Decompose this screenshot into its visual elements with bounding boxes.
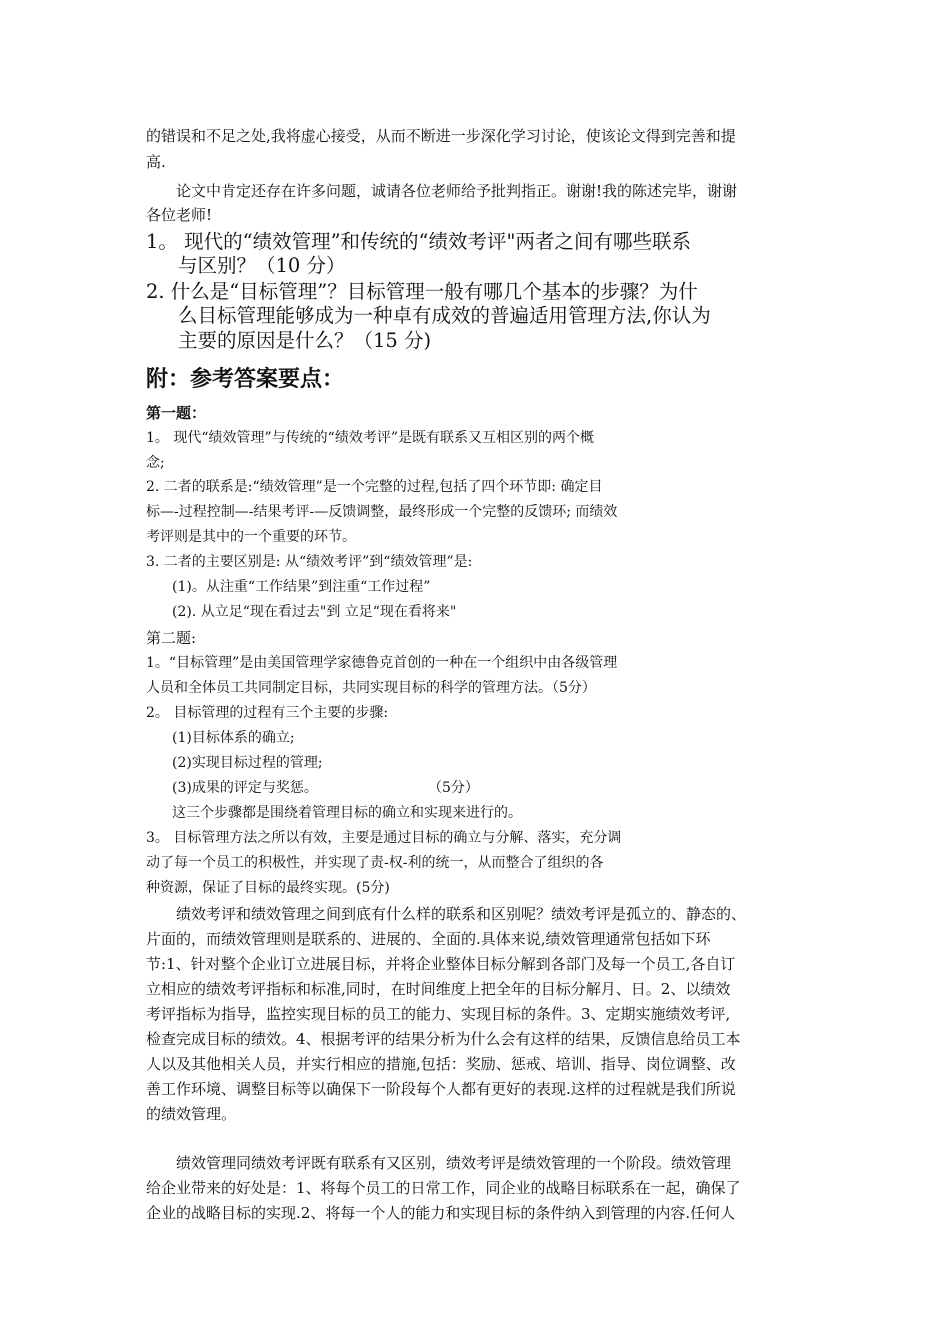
q2-line: (1)目标体系的确立; (172, 730, 295, 746)
answer-heading: 附：参考答案要点： (146, 366, 345, 392)
para1-line: 片面的，而绩效管理则是联系的、进展的、全面的.具体来说,绩效管理通常包括如下环 (146, 930, 711, 948)
intro-line: 论文中肯定还存在许多问题，诚请各位老师给予批判指正。谢谢!我的陈述完毕，谢谢 (176, 182, 738, 200)
q2-score: （5分） (428, 780, 479, 796)
question-line: 么目标管理能够成为一种卓有成效的普遍适用管理方法,你认为 (178, 304, 711, 327)
q2-line: 人员和全体员工共同制定目标，共同实现目标的科学的管理方法。（5分） (146, 680, 596, 696)
para1-line: 立相应的绩效考评指标和标准,同时，在时间维度上把全年的目标分解月、日。2、以绩效 (146, 980, 731, 998)
q2-line: 种资源，保证了目标的最终实现。(5分) (146, 880, 390, 896)
q1-line: (1)。从注重“工作结果”到注重“工作过程” (172, 579, 431, 595)
question-line: 主要的原因是什么？（15 分) (178, 329, 432, 352)
question-line: 2. 什么是“目标管理”？目标管理一般有哪几个基本的步骤？为什 (146, 280, 698, 303)
q1-line: 1。 现代“绩效管理”与传统的“绩效考评”是既有联系又互相区别的两个概 (146, 430, 594, 446)
intro-line: 的错误和不足之处,我将虚心接受，从而不断进一步深化学习讨论，使该论文得到完善和提 (146, 127, 736, 145)
q1-line: 2. 二者的联系是:“绩效管理”是一个完整的过程,包括了四个环节即: 确定目 (146, 479, 603, 495)
q2-line: 3。 目标管理方法之所以有效，主要是通过目标的确立与分解、落实，充分调 (146, 830, 622, 846)
intro-line: 高. (146, 153, 166, 171)
para1-line: 的绩效管理。 (146, 1105, 237, 1123)
para2-line: 给企业带来的好处是：1、将每个员工的日常工作，同企业的战略目标联系在一起，确保了 (146, 1179, 741, 1197)
q2-line: 1。“目标管理”是由美国管理学家德鲁克首创的一种在一个组织中由各级管理 (146, 655, 618, 671)
para2-line: 绩效管理同绩效考评既有联系有又区别，绩效考评是绩效管理的一个阶段。绩效管理 (176, 1154, 732, 1172)
para1-line: 考评指标为指导，监控实现目标的员工的能力、实现目标的条件。3、定期实施绩效考评, (146, 1005, 731, 1023)
q1-line: (2). 从立足“现在看过去"到 立足“现在看将来" (172, 604, 457, 620)
para1-line: 人以及其他相关人员，并实行相应的措施,包括：奖励、惩戒、培训、指导、岗位调整、改 (146, 1055, 736, 1073)
q2-line: 2。 目标管理的过程有三个主要的步骤: (146, 705, 389, 721)
para1-line: 善工作环境、调整目标等以确保下一阶段每个人都有更好的表现.这样的过程就是我们所说 (146, 1080, 736, 1098)
intro-line: 各位老师! (146, 206, 213, 224)
q1-line: 标—-过程控制—-结果考评-—反馈调整，最终形成一个完整的反馈环; 而绩效 (146, 504, 618, 520)
q1-line: 3. 二者的主要区别是: 从“绩效考评”到“绩效管理”是: (146, 554, 473, 570)
question-line: 1。 现代的“绩效管理”和传统的“绩效考评"两者之间有哪些联系 (146, 230, 691, 253)
para1-line: 绩效考评和绩效管理之间到底有什么样的联系和区别呢？绩效考评是孤立的、静态的、 (176, 905, 747, 923)
q2-title: 第二题: (146, 629, 197, 647)
para1-line: 节:1、针对整个企业订立进展目标，并将企业整体目标分解到各部门及每一个员工,各自订 (146, 955, 736, 973)
question-line: 与区别？（10 分） (178, 254, 346, 277)
q1-line: 考评则是其中的一个重要的环节。 (146, 529, 356, 545)
para2-line: 企业的战略目标的实现.2、将每一个人的能力和实现目标的条件纳入到管理的内容.任何人 (146, 1204, 736, 1222)
q1-line: 念; (146, 455, 165, 471)
q2-line: (3)成果的评定与奖惩。 (172, 780, 318, 796)
q2-line: (2)实现目标过程的管理; (172, 755, 323, 771)
q2-line: 这三个步骤都是围绕着管理目标的确立和实现来进行的。 (172, 805, 522, 821)
para1-line: 检查完成目标的绩效。4、根据考评的结果分析为什么会有这样的结果，反馈信息给员工本 (146, 1030, 741, 1048)
q2-line: 动了每一个员工的积极性，并实现了责-权-利的统一，从而整合了组织的各 (146, 855, 604, 871)
q1-title: 第一题： (146, 404, 207, 422)
